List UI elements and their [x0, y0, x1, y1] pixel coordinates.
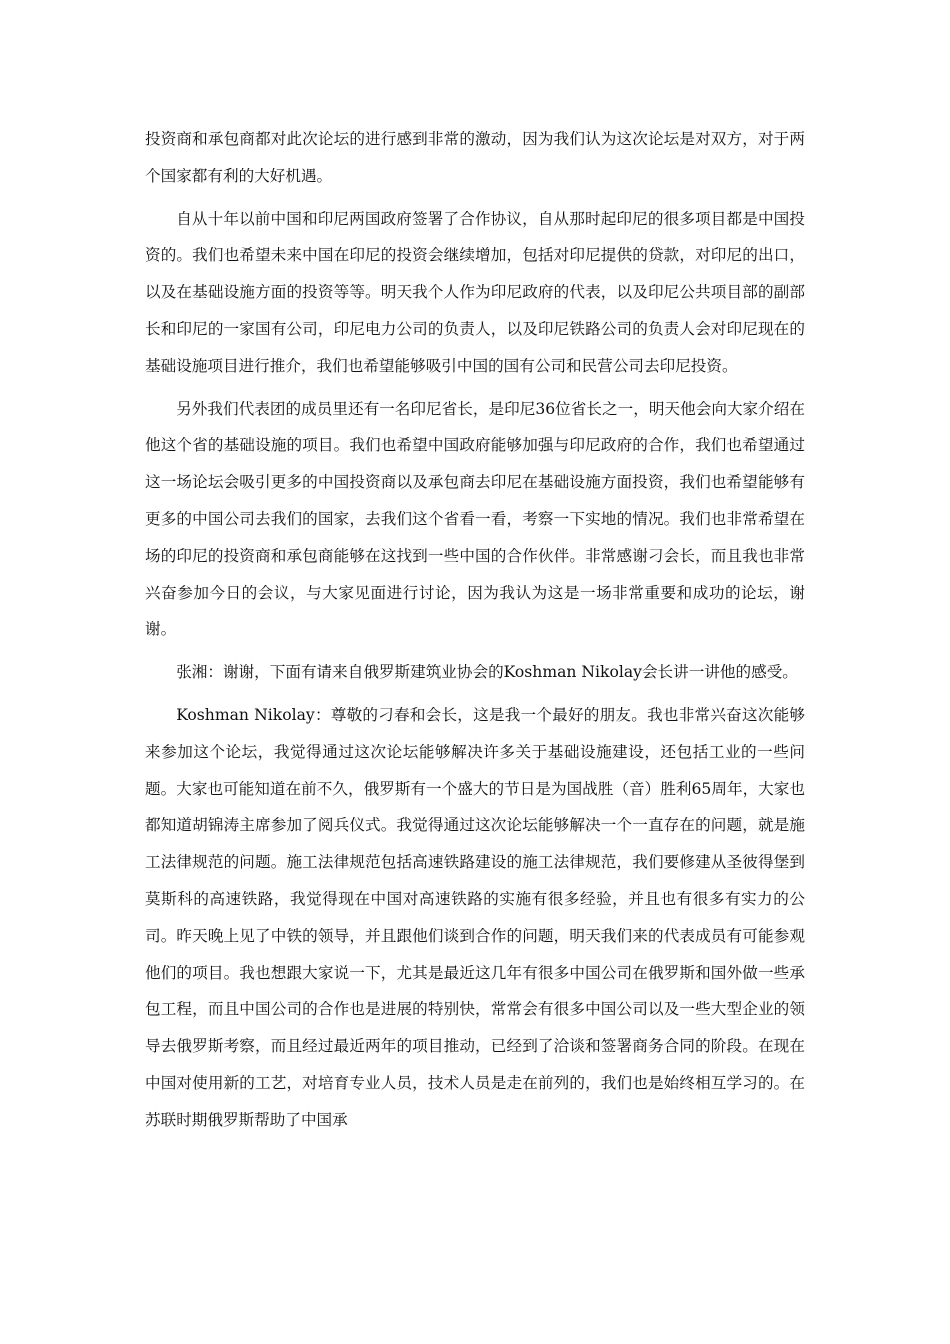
- paragraph-indonesia-governor: 另外我们代表团的成员里还有一名印尼省长，是印尼36位省长之一，明天他会向大家介绍在他这个省的基础设施的项目。我们也希望中国政府能够加强与印尼政府的合作，我们也希望通过这一场论坛会吸引更多的中国投资商以及承包商去印尼在基础设施方面投资，我们也希望能够有更多的中国公司去我们的国家，去我们这个省看一看，考察一下实地的情况。我们也非常希望在场的印尼的投资商和承包商能够在这找到一些中国的合作伙伴。非常感谢刁会长，而且我也非常兴奋参加今日的会议，与大家见面进行讨论，因为我认为这是一场非常重要和成功的论坛，谢谢。: [145, 399, 805, 639]
- paragraph-moderator-introduction: 张湘：谢谢，下面有请来自俄罗斯建筑业协会的Koshman Nikolay会长讲一讲他的感受。: [176, 663, 798, 682]
- paragraph-koshman-speech: Koshman Nikolay：尊敬的刁春和会长，这是我一个最好的朋友。我也非常兴奋这次能够来参加这个论坛，我觉得通过这次论坛能够解决许多关于基础设施建设，还包括工业的一些问题。大家也可能知道在前不久，俄罗斯有一个盛大的节日是为国战胜（音）胜利65周年，大家也都知道胡锦涛主席参加了阅兵仪式。我觉得通过这次论坛能够解决一个一直存在的问题，就是施工法律规范的问题。施工法律规范包括高速铁路建设的施工法律规范，我们要修建从圣彼得堡到莫斯科的高速铁路，我觉得现在中国对高速铁路的实施有很多经验，并且也有很多有实力的公司。昨天晚上见了中铁的领导，并且跟他们谈到合作的问题，明天我们来的代表成员有可能参观他们的项目。我也想跟大家说一下，尤其是最近这几年有很多中国公司在俄罗斯和国外做一些承包工程，而且中国公司的合作也是进展的特别快，常常会有很多中国公司以及一些大型企业的领导去俄罗斯考察，而且经过最近两年的项目推动，已经到了洽谈和签署商务合同的阶段。在现在中国对使用新的工艺，对培育专业人员，技术人员是走在前列的，我们也是始终相互学习的。在苏联时期俄罗斯帮助了中国承: [145, 705, 805, 1129]
- document-body: [145, 121, 805, 1145]
- paragraph-indonesia-investment: 自从十年以前中国和印尼两国政府签署了合作协议，自从那时起印尼的很多项目都是中国投资的。我们也希望未来中国在印尼的投资会继续增加，包括对印尼提供的贷款，对印尼的出口，以及在基础设施方面的投资等等。明天我个人作为印尼政府的代表，以及印尼公共项目部的副部长和印尼的一家国有公司，印尼电力公司的负责人，以及印尼铁路公司的负责人会对印尼现在的基础设施项目进行推介，我们也希望能够吸引中国的国有公司和民营公司去印尼投资。: [145, 209, 805, 375]
- paragraph-continuation: 投资商和承包商都对此次论坛的进行感到非常的激动，因为我们认为这次论坛是对双方，对于两个国家都有利的大好机遇。: [145, 130, 805, 185]
